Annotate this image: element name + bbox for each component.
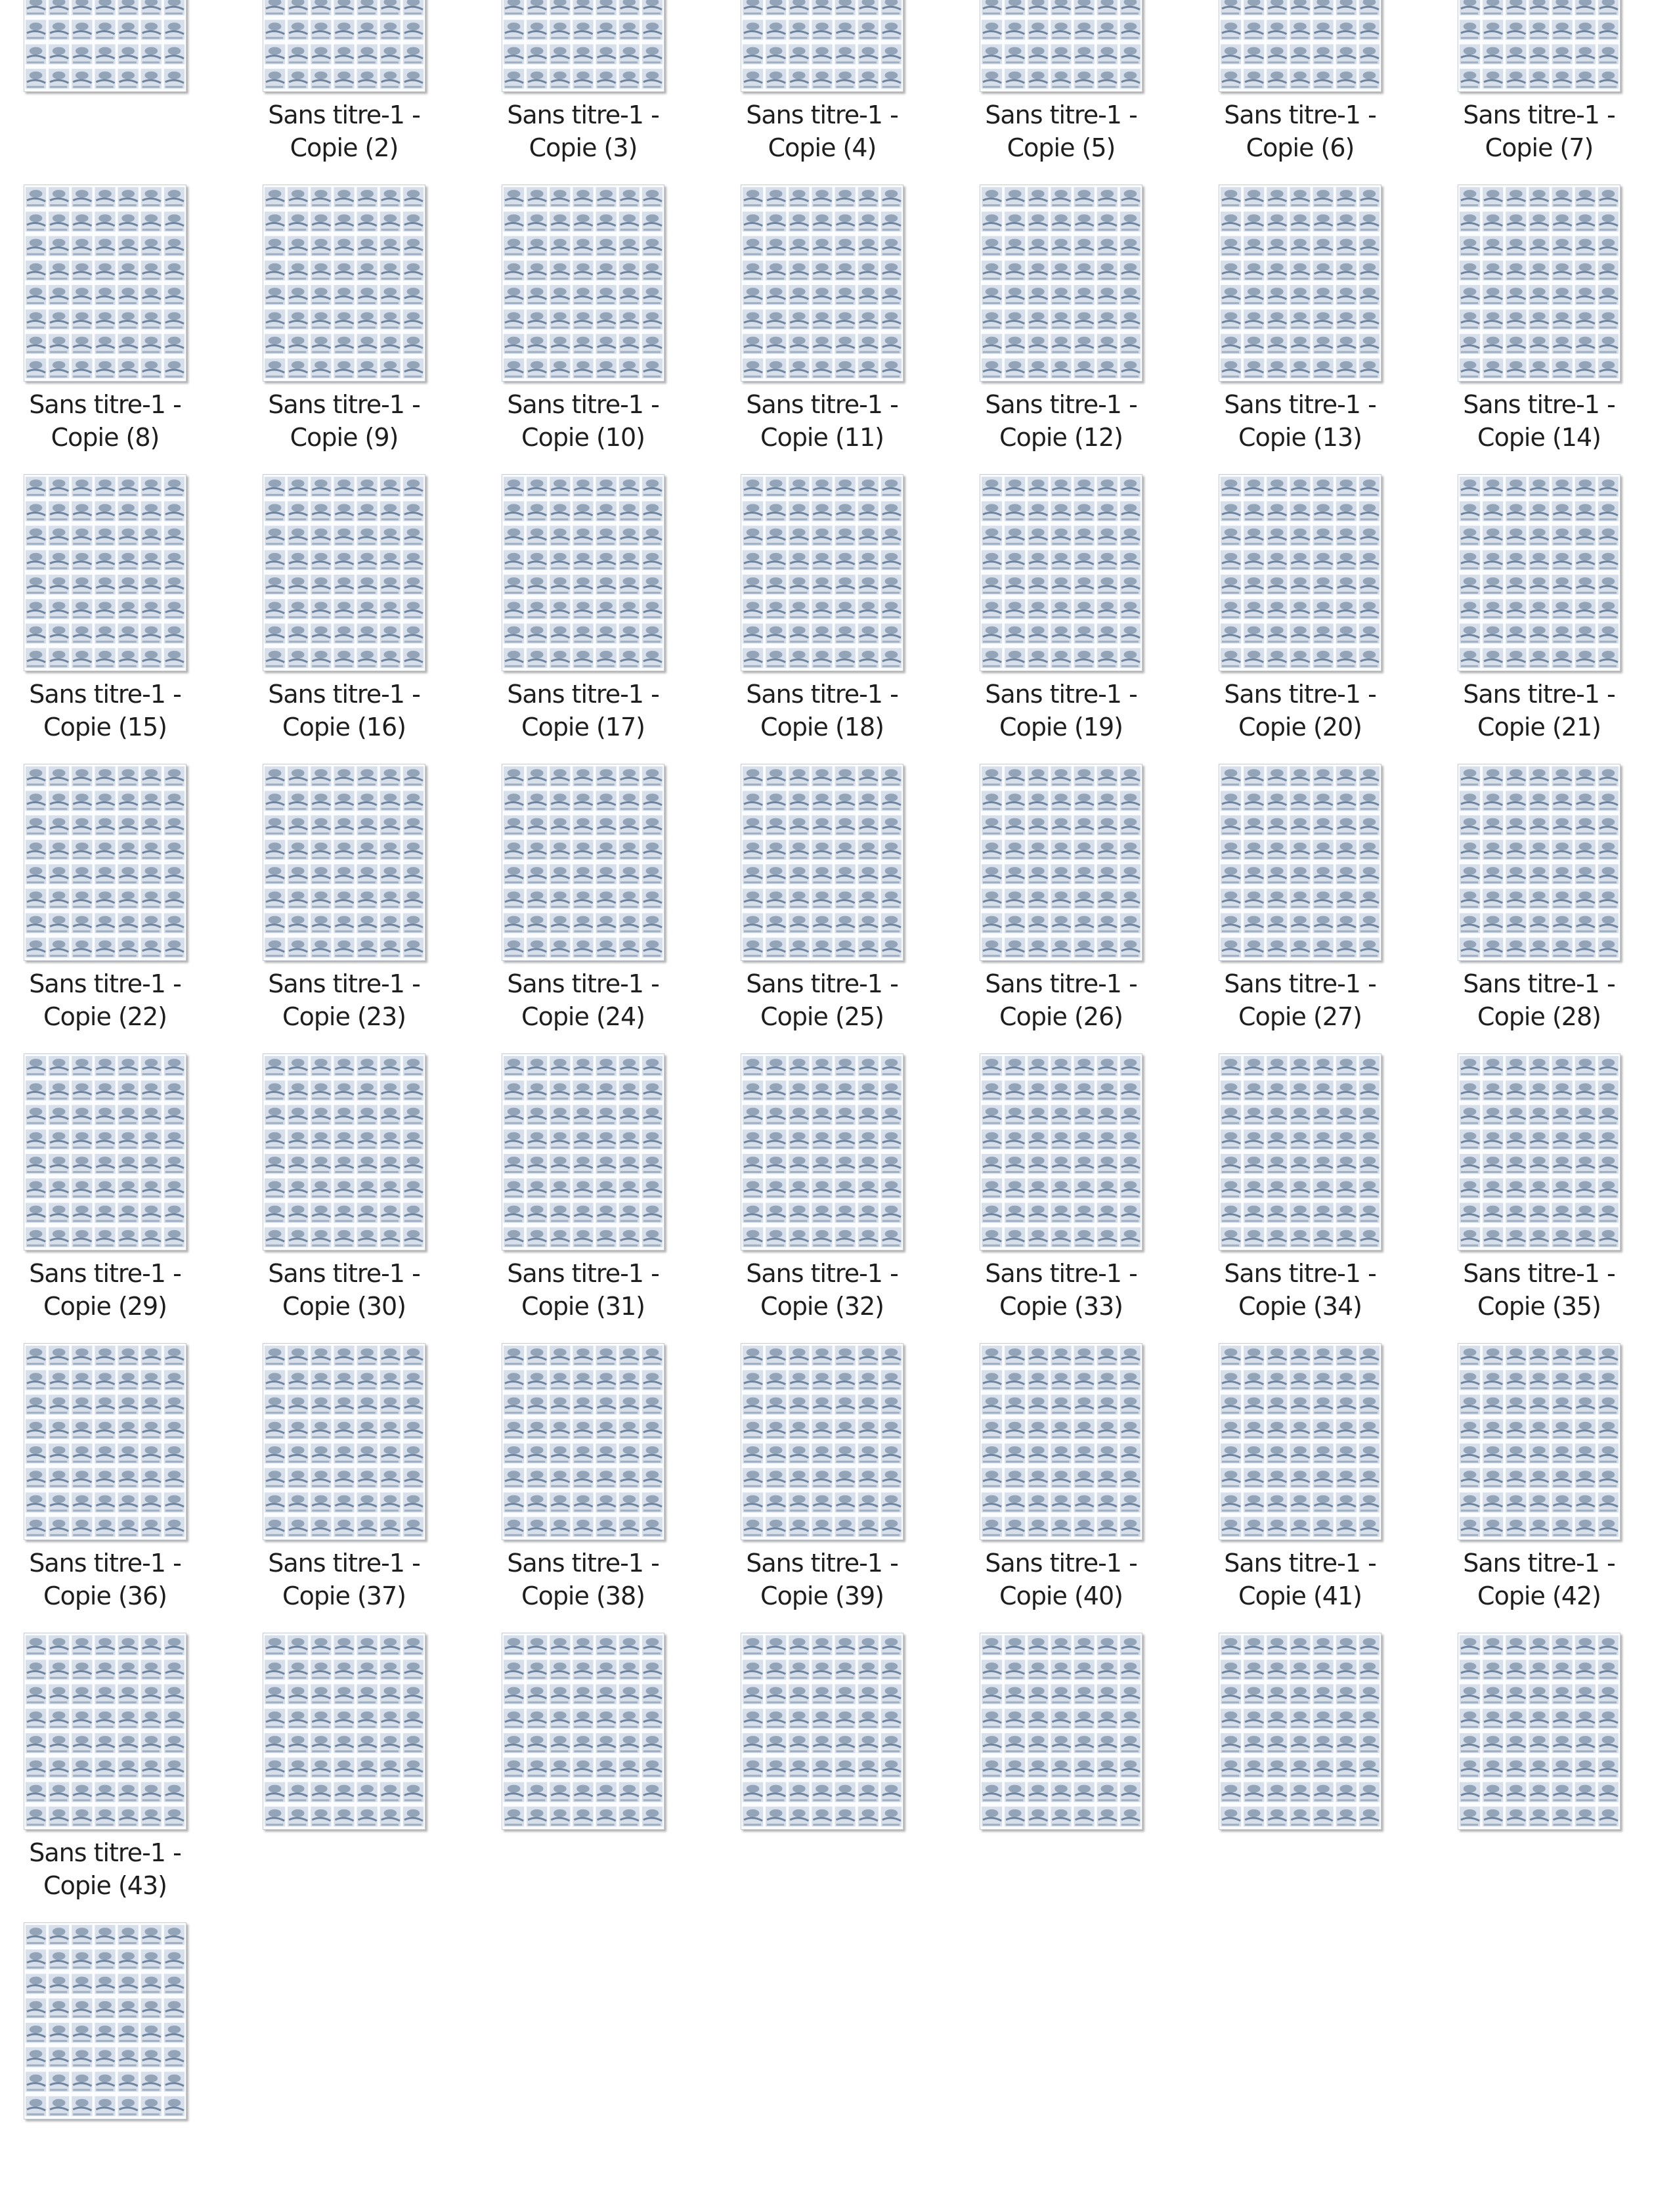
file-name-line-1: Sans titre-1 - bbox=[956, 678, 1166, 711]
file-name-line-2: Copie (38) bbox=[478, 1580, 688, 1612]
file-name-line-1: Sans titre-1 - bbox=[478, 1547, 688, 1580]
file-item[interactable] bbox=[1434, 1053, 1673, 1343]
file-thumbnail[interactable] bbox=[1458, 764, 1620, 961]
file-name-line-2: Copie (25) bbox=[717, 1000, 927, 1033]
file-name-line-2: Copie (7) bbox=[1434, 131, 1644, 164]
file-thumbnail[interactable] bbox=[1219, 474, 1381, 671]
file-name-line-1: Sans titre-1 - bbox=[239, 1547, 449, 1580]
file-name-line-1: Sans titre-1 - bbox=[1434, 99, 1644, 131]
file-name-line-2: Copie (40) bbox=[956, 1580, 1166, 1612]
file-item[interactable] bbox=[478, 0, 717, 185]
file-item[interactable] bbox=[717, 185, 956, 474]
file-thumbnail[interactable] bbox=[741, 0, 903, 92]
file-thumbnail[interactable] bbox=[1219, 185, 1381, 382]
file-thumbnail[interactable] bbox=[263, 764, 425, 961]
file-item[interactable] bbox=[478, 185, 717, 474]
file-thumbnail[interactable] bbox=[741, 1053, 903, 1250]
file-name-line-1: Sans titre-1 - bbox=[0, 967, 210, 1000]
file-name-line-2: Copie (10) bbox=[478, 421, 688, 454]
file-item[interactable] bbox=[1195, 764, 1434, 1053]
file-thumbnail[interactable] bbox=[980, 1053, 1142, 1250]
file-name-line-2: Copie (34) bbox=[1195, 1290, 1405, 1323]
file-name-line-1: Sans titre-1 - bbox=[239, 99, 449, 131]
file-item[interactable] bbox=[717, 0, 956, 185]
file-name-line-1: Sans titre-1 - bbox=[717, 967, 927, 1000]
file-name-line-2: Copie (11) bbox=[717, 421, 927, 454]
file-name-line-2: Copie (31) bbox=[478, 1290, 688, 1323]
file-item[interactable] bbox=[956, 1343, 1195, 1633]
file-name-line-2: Copie (27) bbox=[1195, 1000, 1405, 1033]
file-item[interactable] bbox=[717, 1633, 956, 1922]
file-thumbnail[interactable] bbox=[263, 185, 425, 382]
file-thumbnail[interactable] bbox=[980, 185, 1142, 382]
file-item[interactable] bbox=[239, 764, 478, 1053]
file-item[interactable] bbox=[239, 1633, 478, 1922]
file-item[interactable] bbox=[1434, 0, 1673, 185]
file-item[interactable] bbox=[0, 1922, 239, 2212]
file-item[interactable] bbox=[956, 0, 1195, 185]
file-thumbnail[interactable] bbox=[980, 1633, 1142, 1830]
file-thumbnail[interactable] bbox=[980, 1343, 1142, 1540]
file-name-line-2: Copie (4) bbox=[717, 131, 927, 164]
file-thumbnail[interactable] bbox=[741, 185, 903, 382]
file-name-line-2: Copie (18) bbox=[717, 711, 927, 743]
file-item[interactable] bbox=[1434, 764, 1673, 1053]
file-name-line-2: Copie (37) bbox=[239, 1580, 449, 1612]
file-item[interactable] bbox=[956, 1053, 1195, 1343]
file-thumbnail[interactable] bbox=[24, 764, 186, 961]
file-name-line-2: Copie (22) bbox=[0, 1000, 210, 1033]
file-name-line-2: Copie (24) bbox=[478, 1000, 688, 1033]
file-item[interactable] bbox=[478, 1053, 717, 1343]
file-name-line-1: Sans titre-1 - bbox=[0, 678, 210, 711]
file-thumbnail[interactable] bbox=[1458, 474, 1620, 671]
file-thumbnail[interactable] bbox=[502, 474, 664, 671]
file-name-line-2: Copie (19) bbox=[956, 711, 1166, 743]
file-name-line-1: Sans titre-1 - bbox=[1434, 1547, 1644, 1580]
file-name-line-2: Copie (36) bbox=[0, 1580, 210, 1612]
file-name-line-2: Copie (2) bbox=[239, 131, 449, 164]
file-thumbnail[interactable] bbox=[263, 1343, 425, 1540]
file-item[interactable] bbox=[0, 1343, 239, 1633]
file-item[interactable] bbox=[1434, 474, 1673, 764]
file-item[interactable] bbox=[0, 1053, 239, 1343]
file-thumbnail[interactable] bbox=[1219, 1343, 1381, 1540]
file-name-line-1: Sans titre-1 - bbox=[0, 388, 210, 421]
file-item[interactable] bbox=[239, 1343, 478, 1633]
file-thumbnail[interactable] bbox=[741, 1633, 903, 1830]
file-name-line-1: Sans titre-1 - bbox=[239, 967, 449, 1000]
file-name-line-2: Copie (12) bbox=[956, 421, 1166, 454]
file-item[interactable] bbox=[1434, 185, 1673, 474]
file-item[interactable] bbox=[717, 474, 956, 764]
file-item[interactable] bbox=[0, 1633, 239, 1922]
file-thumbnail[interactable] bbox=[741, 764, 903, 961]
file-name-line-2: Copie (26) bbox=[956, 1000, 1166, 1033]
file-thumbnail[interactable] bbox=[263, 1633, 425, 1830]
file-thumbnail[interactable] bbox=[1458, 185, 1620, 382]
file-name-line-1: Sans titre-1 - bbox=[1195, 388, 1405, 421]
file-name-line-2: Copie (30) bbox=[239, 1290, 449, 1323]
file-name-line-1: Sans titre-1 - bbox=[0, 1836, 210, 1869]
file-name-line-1: Sans titre-1 - bbox=[1434, 967, 1644, 1000]
file-name-line-2: Copie (5) bbox=[956, 131, 1166, 164]
file-name-line-2: Copie (32) bbox=[717, 1290, 927, 1323]
file-name-line-2: Copie (35) bbox=[1434, 1290, 1644, 1323]
file-name-line-2: Copie (41) bbox=[1195, 1580, 1405, 1612]
file-item[interactable] bbox=[0, 764, 239, 1053]
file-thumbnail[interactable] bbox=[741, 1343, 903, 1540]
file-thumbnail[interactable] bbox=[502, 1343, 664, 1540]
file-name-line-1: Sans titre-1 - bbox=[478, 967, 688, 1000]
file-name-line-2: Copie (6) bbox=[1195, 131, 1405, 164]
file-thumbnail[interactable] bbox=[1458, 1053, 1620, 1250]
file-thumbnail[interactable] bbox=[502, 1633, 664, 1830]
file-name-line-1: Sans titre-1 - bbox=[1195, 1547, 1405, 1580]
file-thumbnail[interactable] bbox=[1219, 764, 1381, 961]
file-item[interactable] bbox=[239, 474, 478, 764]
file-thumbnail[interactable] bbox=[24, 185, 186, 382]
file-name-line-1: Sans titre-1 - bbox=[1434, 388, 1644, 421]
file-item[interactable] bbox=[717, 1343, 956, 1633]
file-thumbnail[interactable] bbox=[24, 1343, 186, 1540]
file-thumbnail[interactable] bbox=[263, 1053, 425, 1250]
file-name-line-2: Copie (16) bbox=[239, 711, 449, 743]
file-thumbnail[interactable] bbox=[1458, 1633, 1620, 1830]
file-thumbnail[interactable] bbox=[24, 474, 186, 671]
file-name-line-1: Sans titre-1 - bbox=[1195, 967, 1405, 1000]
file-item[interactable] bbox=[239, 0, 478, 185]
file-item[interactable] bbox=[1195, 1633, 1434, 1922]
file-thumbnail[interactable] bbox=[263, 0, 425, 92]
file-item[interactable] bbox=[1195, 1343, 1434, 1633]
file-name-line-1: Sans titre-1 - bbox=[1434, 678, 1644, 711]
file-item[interactable] bbox=[956, 185, 1195, 474]
file-name-line-1: Sans titre-1 - bbox=[956, 388, 1166, 421]
file-thumbnail[interactable] bbox=[980, 474, 1142, 671]
file-thumbnail[interactable] bbox=[24, 1633, 186, 1830]
file-item[interactable] bbox=[478, 474, 717, 764]
file-name-line-2: Copie (42) bbox=[1434, 1580, 1644, 1612]
file-name-line-2: Copie (14) bbox=[1434, 421, 1644, 454]
file-thumbnail[interactable] bbox=[741, 474, 903, 671]
file-item[interactable] bbox=[0, 474, 239, 764]
file-name-line-1: Sans titre-1 - bbox=[1195, 1257, 1405, 1290]
file-item[interactable] bbox=[239, 185, 478, 474]
file-item[interactable] bbox=[1195, 0, 1434, 185]
file-thumbnail[interactable] bbox=[263, 474, 425, 671]
file-name-line-2: Copie (17) bbox=[478, 711, 688, 743]
file-name-line-1: Sans titre-1 - bbox=[0, 1257, 210, 1290]
file-name-line-1: Sans titre-1 - bbox=[478, 1257, 688, 1290]
file-thumbnail[interactable] bbox=[980, 0, 1142, 92]
file-name-line-2: Copie (33) bbox=[956, 1290, 1166, 1323]
file-item[interactable] bbox=[956, 474, 1195, 764]
file-thumbnail[interactable] bbox=[502, 0, 664, 92]
file-item[interactable] bbox=[1195, 474, 1434, 764]
file-name-line-2: Copie (28) bbox=[1434, 1000, 1644, 1033]
file-item[interactable] bbox=[0, 185, 239, 474]
file-name-line-1: Sans titre-1 - bbox=[1195, 678, 1405, 711]
file-name-line-1: Sans titre-1 - bbox=[239, 1257, 449, 1290]
file-name-line-2: Copie (43) bbox=[0, 1869, 210, 1902]
file-item[interactable] bbox=[0, 0, 239, 185]
file-name-line-1: Sans titre-1 - bbox=[717, 388, 927, 421]
file-item[interactable] bbox=[1434, 1633, 1673, 1922]
file-name-line-1: Sans titre-1 - bbox=[717, 99, 927, 131]
file-name-line-1: Sans titre-1 - bbox=[0, 1547, 210, 1580]
file-thumbnail[interactable] bbox=[1219, 0, 1381, 92]
file-thumbnail[interactable] bbox=[502, 1053, 664, 1250]
file-name-line-2: Copie (39) bbox=[717, 1580, 927, 1612]
file-name-line-2: Copie (8) bbox=[0, 421, 210, 454]
file-item[interactable] bbox=[956, 1633, 1195, 1922]
file-name-line-2: Copie (29) bbox=[0, 1290, 210, 1323]
file-name-line-1: Sans titre-1 - bbox=[478, 678, 688, 711]
file-thumbnail[interactable] bbox=[502, 764, 664, 961]
file-name-line-2: Copie (3) bbox=[478, 131, 688, 164]
file-thumbnail[interactable] bbox=[1219, 1053, 1381, 1250]
file-item[interactable] bbox=[956, 764, 1195, 1053]
file-thumbnail[interactable] bbox=[1458, 0, 1620, 92]
file-thumbnail[interactable] bbox=[24, 1053, 186, 1250]
file-thumbnail[interactable] bbox=[24, 1922, 186, 2119]
file-item[interactable] bbox=[717, 1053, 956, 1343]
file-name-line-1: Sans titre-1 - bbox=[478, 99, 688, 131]
file-thumbnail[interactable] bbox=[1219, 1633, 1381, 1830]
file-thumbnail[interactable] bbox=[1458, 1343, 1620, 1540]
file-item[interactable] bbox=[1195, 1053, 1434, 1343]
file-item[interactable] bbox=[239, 1053, 478, 1343]
file-name-line-1: Sans titre-1 - bbox=[956, 1257, 1166, 1290]
file-thumbnail[interactable] bbox=[24, 0, 186, 92]
file-name-line-1: Sans titre-1 - bbox=[956, 99, 1166, 131]
file-name-line-1: Sans titre-1 - bbox=[717, 1257, 927, 1290]
file-item[interactable] bbox=[478, 1343, 717, 1633]
file-name-line-2: Copie (15) bbox=[0, 711, 210, 743]
file-name-line-1: Sans titre-1 - bbox=[1434, 1257, 1644, 1290]
file-item[interactable] bbox=[717, 764, 956, 1053]
file-item[interactable] bbox=[1195, 185, 1434, 474]
file-name-line-2: Copie (13) bbox=[1195, 421, 1405, 454]
file-name-line-2: Copie (21) bbox=[1434, 711, 1644, 743]
file-name-line-1: Sans titre-1 - bbox=[717, 678, 927, 711]
file-name-line-1: Sans titre-1 - bbox=[1195, 99, 1405, 131]
file-name-line-1: Sans titre-1 - bbox=[956, 1547, 1166, 1580]
file-name-line-1: Sans titre-1 - bbox=[478, 388, 688, 421]
file-name-line-1: Sans titre-1 - bbox=[717, 1547, 927, 1580]
file-thumbnail[interactable] bbox=[980, 764, 1142, 961]
file-item[interactable] bbox=[1434, 1343, 1673, 1633]
file-name-line-1: Sans titre-1 - bbox=[956, 967, 1166, 1000]
file-name-line-2: Copie (9) bbox=[239, 421, 449, 454]
file-thumbnail[interactable] bbox=[502, 185, 664, 382]
file-name-line-1: Sans titre-1 - bbox=[239, 678, 449, 711]
file-item[interactable] bbox=[478, 764, 717, 1053]
file-name-line-1: Sans titre-1 - bbox=[239, 388, 449, 421]
file-name-line-2: Copie (20) bbox=[1195, 711, 1405, 743]
file-item[interactable] bbox=[478, 1633, 717, 1922]
file-name-line-2: Copie (23) bbox=[239, 1000, 449, 1033]
